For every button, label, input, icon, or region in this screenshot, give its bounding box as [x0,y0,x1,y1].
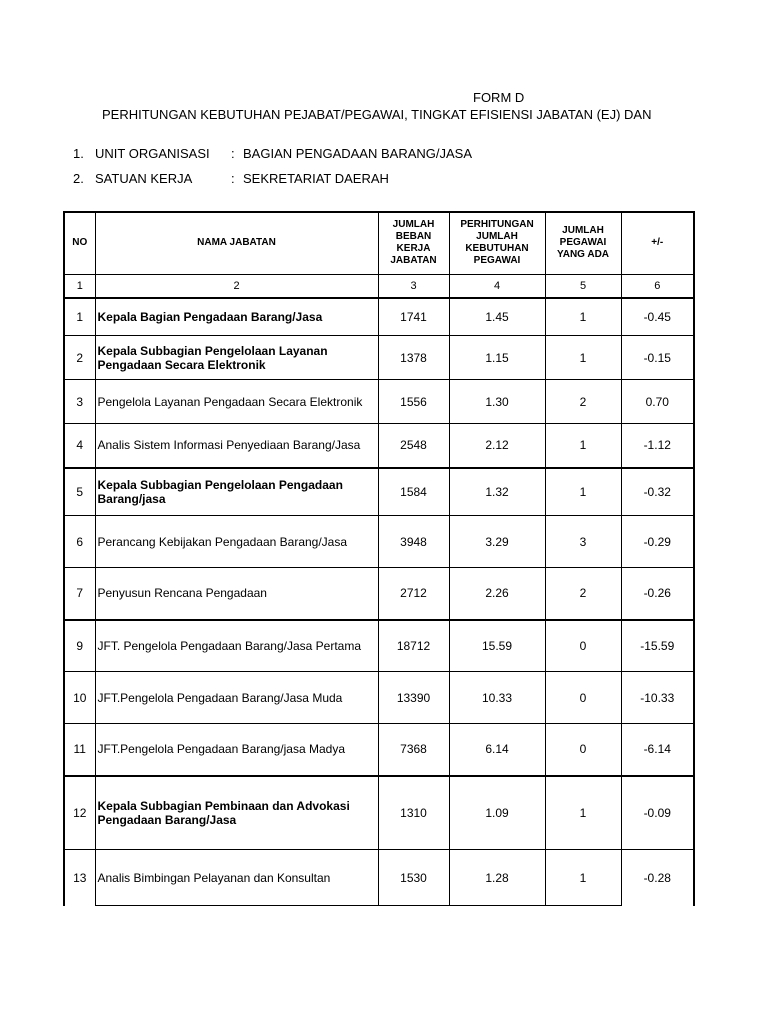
cell-selisih: -15.59 [621,620,694,672]
index-cell: 3 [378,274,449,298]
cell-kebutuhan: 15.59 [449,620,545,672]
header-nama-jabatan: NAMA JABATAN [95,212,378,274]
cell-kebutuhan: 1.32 [449,468,545,516]
info-colon: : [231,171,235,186]
info-number: 2. [73,171,84,186]
cell-no: 9 [64,620,95,672]
cell-nama-jabatan: Analis Bimbingan Pelayanan dan Konsultan [95,850,378,906]
info-number: 1. [73,146,84,161]
cell-nama-jabatan: Kepala Subbagian Pembinaan dan Advokasi Pengadaan Barang/Jasa [95,776,378,850]
cell-no: 3 [64,380,95,424]
cell-nama-jabatan: Penyusun Rencana Pengadaan [95,568,378,620]
cell-pegawai-ada: 0 [545,620,621,672]
cell-kebutuhan: 1.15 [449,336,545,380]
table-row [64,724,694,776]
cell-no: 11 [64,724,95,776]
cell-kebutuhan: 1.45 [449,298,545,336]
cell-nama-jabatan: JFT.Pengelola Pengadaan Barang/Jasa Muda [95,672,378,724]
cell-selisih: -0.09 [621,776,694,850]
cell-beban: 7368 [378,724,449,776]
header-beban-kerja: JUMLAH BEBAN KERJA JABATAN [378,212,449,274]
header-pegawai-ada: JUMLAH PEGAWAI YANG ADA [545,212,621,274]
cell-pegawai-ada: 3 [545,516,621,568]
table-row [64,620,694,672]
cell-beban: 18712 [378,620,449,672]
index-cell: 5 [545,274,621,298]
cell-no: 1 [64,298,95,336]
cell-pegawai-ada: 1 [545,336,621,380]
cell-no: 10 [64,672,95,724]
cell-kebutuhan: 3.29 [449,516,545,568]
cell-nama-jabatan: JFT.Pengelola Pengadaan Barang/jasa Madya [95,724,378,776]
table-row [64,298,694,336]
cell-pegawai-ada: 1 [545,424,621,468]
kebutuhan-pegawai-table-wrap [63,211,693,910]
cell-kebutuhan: 2.12 [449,424,545,468]
table-row [64,568,694,620]
table-row [64,380,694,424]
header-kebutuhan: PERHITUNGAN JUMLAH KEBUTUHAN PEGAWAI [449,212,545,274]
cell-selisih: 0.70 [621,380,694,424]
cell-kebutuhan: 1.28 [449,850,545,906]
cell-pegawai-ada: 0 [545,724,621,776]
cell-beban: 3948 [378,516,449,568]
cell-beban: 1310 [378,776,449,850]
cell-no: 4 [64,424,95,468]
cell-selisih: -0.45 [621,298,694,336]
cell-selisih: -10.33 [621,672,694,724]
table-row [64,336,694,380]
info-colon: : [231,146,235,161]
table-row [64,850,694,906]
table-row [64,424,694,468]
index-cell: 1 [64,274,95,298]
table-row [64,776,694,850]
cell-beban: 1378 [378,336,449,380]
kebutuhan-pegawai-table [63,211,695,906]
cell-nama-jabatan: Pengelola Layanan Pengadaan Secara Elektronik [95,380,378,424]
cell-nama-jabatan: Kepala Subbagian Pengelolaan Layanan Pengadaan Secara Elektronik [95,336,378,380]
cell-beban: 13390 [378,672,449,724]
cell-no: 2 [64,336,95,380]
cell-pegawai-ada: 1 [545,298,621,336]
form-subtitle: PERHITUNGAN KEBUTUHAN PEJABAT/PEGAWAI, TINGKAT EFISIENSI JABATAN (EJ) DAN [102,107,652,122]
cell-kebutuhan: 10.33 [449,672,545,724]
cell-pegawai-ada: 0 [545,672,621,724]
cell-beban: 1741 [378,298,449,336]
cell-kebutuhan: 2.26 [449,568,545,620]
cell-nama-jabatan: Kepala Subbagian Pengelolaan Pengadaan Barang/jasa [95,468,378,516]
table-header-row [64,212,694,274]
cell-pegawai-ada: 1 [545,468,621,516]
header-no: NO [64,212,95,274]
cell-kebutuhan: 6.14 [449,724,545,776]
cell-selisih: -0.28 [621,850,694,906]
header-selisih: +/- [621,212,694,274]
cell-kebutuhan: 1.30 [449,380,545,424]
info-value: BAGIAN PENGADAAN BARANG/JASA [243,146,473,161]
cell-pegawai-ada: 1 [545,776,621,850]
form-title: FORM D [473,90,525,105]
index-cell: 2 [95,274,378,298]
cell-pegawai-ada: 2 [545,568,621,620]
cell-selisih: -0.29 [621,516,694,568]
index-cell: 6 [621,274,694,298]
cell-pegawai-ada: 1 [545,850,621,906]
index-cell: 4 [449,274,545,298]
cell-beban: 2712 [378,568,449,620]
cell-beban: 1530 [378,850,449,906]
cell-nama-jabatan: Analis Sistem Informasi Penyediaan Barang/Jasa [95,424,378,468]
cell-no: 13 [64,850,95,906]
cell-no: 6 [64,516,95,568]
cell-no: 5 [64,468,95,516]
cell-beban: 2548 [378,424,449,468]
cell-selisih: -1.12 [621,424,694,468]
cell-no: 12 [64,776,95,850]
table-row [64,672,694,724]
cell-no: 7 [64,568,95,620]
table-row [64,516,694,568]
cell-selisih: -0.15 [621,336,694,380]
cell-beban: 1556 [378,380,449,424]
info-value: SEKRETARIAT DAERAH [243,171,389,186]
cell-kebutuhan: 1.09 [449,776,545,850]
cell-nama-jabatan: Kepala Bagian Pengadaan Barang/Jasa [95,298,378,336]
column-index-row [64,274,694,298]
info-label: UNIT ORGANISASI [95,146,210,161]
info-label: SATUAN KERJA [95,171,193,186]
cell-nama-jabatan: JFT. Pengelola Pengadaan Barang/Jasa Pertama [95,620,378,672]
cell-selisih: -6.14 [621,724,694,776]
cell-pegawai-ada: 2 [545,380,621,424]
cell-nama-jabatan: Perancang Kebijakan Pengadaan Barang/Jasa [95,516,378,568]
table-row [64,468,694,516]
cell-beban: 1584 [378,468,449,516]
cell-selisih: -0.32 [621,468,694,516]
cell-selisih: -0.26 [621,568,694,620]
